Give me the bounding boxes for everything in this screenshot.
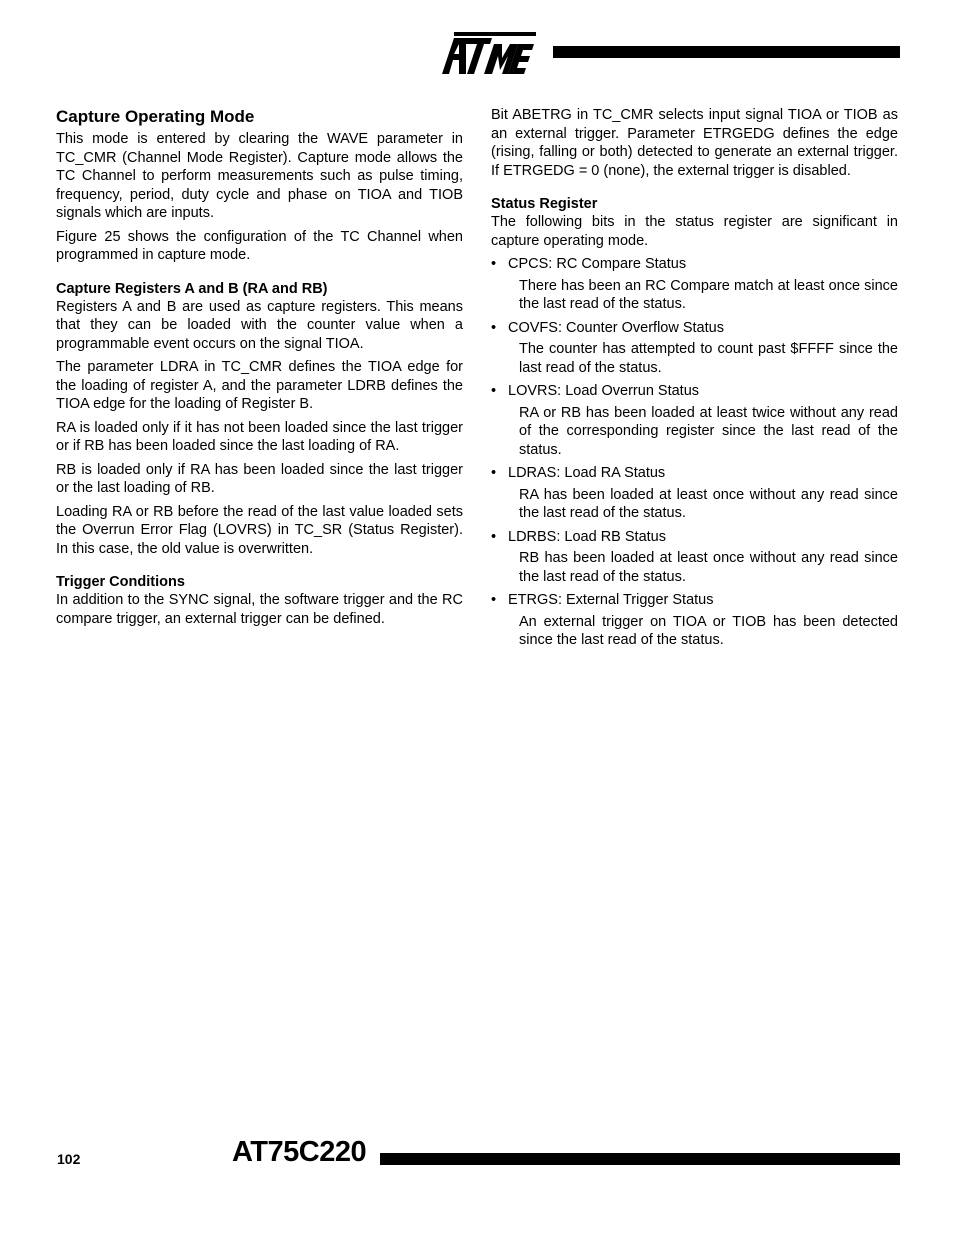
status-bit-description: There has been an RC Compare match at least once since the last read of the status. [519, 277, 898, 312]
subsection-heading-capture-registers: Capture Registers A and B (RA and RB) [56, 280, 328, 297]
header-rule [553, 46, 900, 58]
bullet-icon: • [491, 383, 497, 399]
status-bit-label: CPCS: RC Compare Status [508, 256, 687, 272]
paragraph: Loading RA or RB before the read of the last value loaded sets the Overrun Error Flag (LOVRS) in TC_SR (Status Register). In this case, the old value is overwritten. [56, 503, 463, 557]
status-bit-label: LOVRS: Load Overrun Status [508, 383, 700, 399]
section-title: Capture Operating Mode [56, 107, 255, 126]
status-bit-description: An external trigger on TIOA or TIOB has been detected since the last read of the status. [519, 613, 898, 648]
subsection-heading-trigger-conditions: Trigger Conditions [56, 574, 185, 590]
status-bit-label: LDRAS: Load RA Status [508, 465, 666, 481]
bullet-icon: • [491, 319, 497, 336]
status-bit-description: RA or RB has been loaded at least twice without any read of the corresponding register since the last read of the status. [519, 404, 898, 458]
bullet-icon: • [491, 592, 497, 608]
paragraph: Figure 25 shows the configuration of the TC Channel when programmed in capture mode. [56, 228, 463, 263]
bullet-icon: • [491, 528, 497, 545]
paragraph: In addition to the SYNC signal, the software trigger and the RC compare trigger, an external trigger can be defined. [56, 592, 463, 627]
status-bit-list [491, 255, 898, 650]
paragraph: The parameter LDRA in TC_CMR defines the TIOA edge for the loading of register A, and the parameter LDRB defines the TIOA edge for the loading of Register B. [56, 359, 463, 412]
page-number: 102 [57, 1151, 81, 1167]
right-column [491, 106, 898, 655]
list-item [491, 382, 898, 459]
status-bit-description: RB has been loaded at least once without any read since the last read of the status. [519, 550, 898, 585]
bullet-icon: • [491, 465, 497, 481]
bullet-icon: • [491, 256, 497, 272]
paragraph: RB is loaded only if RA has been loaded since the last trigger or the last loading of RB. [56, 461, 463, 496]
paragraph: This mode is entered by clearing the WAVE parameter in TC_CMR (Channel Mode Register). Capture mode allows the TC Channel to perform measurements such as pulse timing, frequency, period, duty cycle and phase on TIOA and TIOB signals which are inputs. [56, 131, 463, 221]
paragraph: RA is loaded only if it has not been loaded since the last trigger or if RB has been loaded since the last loading of RA. [56, 419, 463, 454]
status-bit-description: RA has been loaded at least once without any read since the last read of the status. [519, 486, 898, 521]
atmel-logo-icon [440, 30, 538, 78]
status-bit-label: LDRBS: Load RB Status [508, 528, 666, 545]
list-item [491, 319, 898, 378]
list-item [491, 591, 898, 650]
left-column [56, 106, 463, 633]
list-item [491, 528, 898, 587]
list-item [491, 464, 898, 523]
subsection-heading-status-register: Status Register [491, 196, 598, 212]
status-bit-label: COVFS: Counter Overflow Status [508, 319, 724, 336]
paragraph: Bit ABETRG in TC_CMR selects input signal TIOA or TIOB as an external trigger. Parameter ETRGEDG defines the edge (rising, falling or both) detected to generate an external trigger. If ETRGEDG = 0 (none), the external trigger is disabled. [491, 107, 898, 179]
paragraph: Registers A and B are used as capture registers. This means that they can be loaded with the counter value when a programmable event occurs on the signal TIOA. [56, 298, 463, 352]
paragraph: The following bits in the status register are significant in capture operating mode. [491, 214, 898, 249]
status-bit-label: ETRGS: External Trigger Status [508, 592, 714, 608]
list-item [491, 255, 898, 314]
status-bit-description: The counter has attempted to count past $FFFF since the last read of the status. [519, 341, 898, 376]
footer-rule [380, 1153, 900, 1165]
document-title: AT75C220 [232, 1136, 367, 1168]
